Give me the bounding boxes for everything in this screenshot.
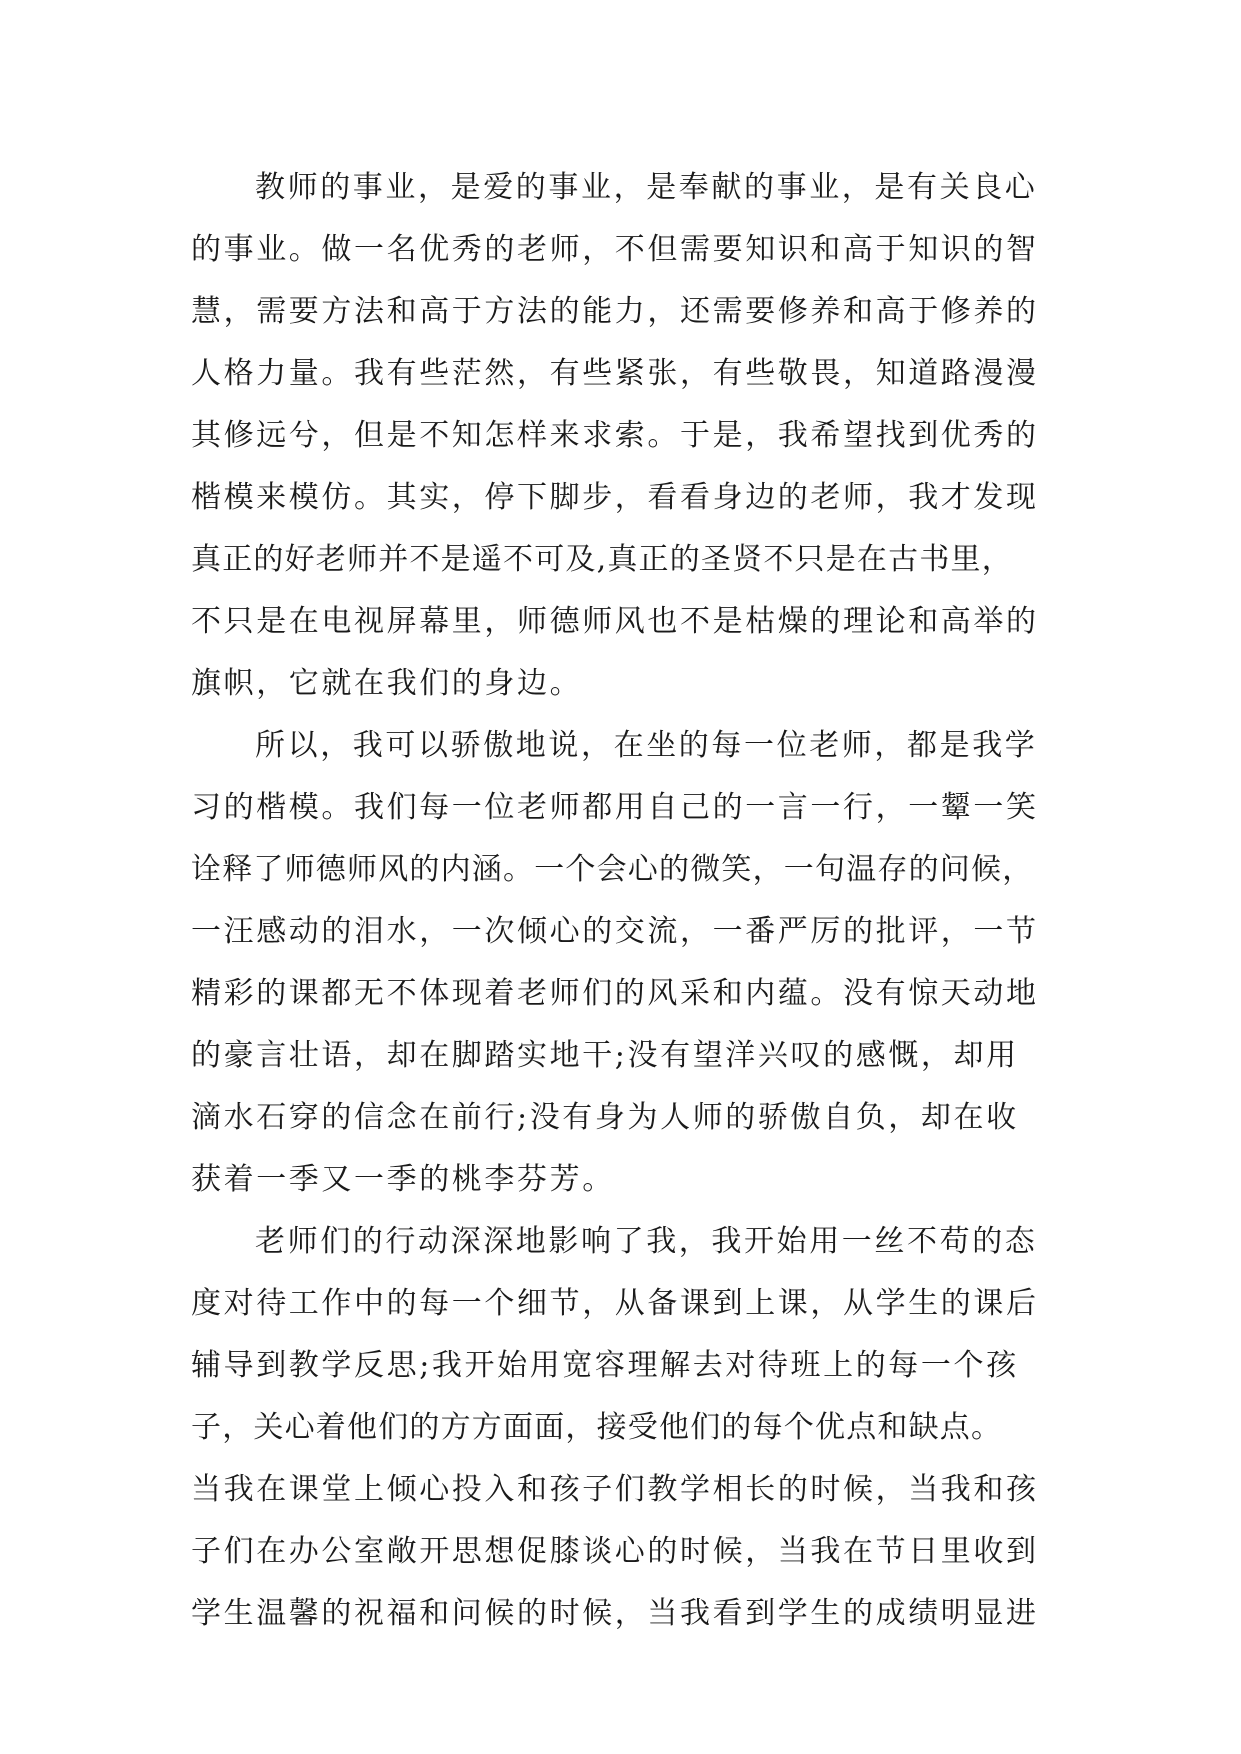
- paragraph-3-line-5: 当我在课堂上倾心投入和孩子们教学相长的时候，当我和孩: [191, 1472, 1039, 1507]
- paragraph-3-line-4: 子，关心着他们的方方面面，接受他们的每个优点和缺点。: [191, 1410, 1003, 1445]
- paragraph-2-line-2: 习的楷模。我们每一位老师都用自己的一言一行，一颦一笑: [191, 790, 1039, 825]
- paragraph-1-line-5: 其修远兮，但是不知怎样来求索。于是，我希望找到优秀的: [191, 418, 1039, 453]
- body-text: [191, 157, 1051, 1645]
- paragraph-1-line-4: 人格力量。我有些茫然，有些紧张，有些敬畏，知道路漫漫: [191, 356, 1039, 391]
- paragraph-1-line-3: 慧，需要方法和高于方法的能力，还需要修养和高于修养的: [191, 294, 1039, 329]
- paragraph-3-line-7: 学生温馨的祝福和问候的时候，当我看到学生的成绩明显进: [191, 1596, 1039, 1631]
- paragraph-2-line-3: 诠释了师德师风的内涵。一个会心的微笑，一句温存的问候，: [191, 852, 1034, 887]
- paragraph-3-line-6: 子们在办公室敞开思想促膝谈心的时候，当我在节日里收到: [191, 1534, 1039, 1569]
- paragraph-2-line-5: 精彩的课都无不体现着老师们的风采和内蕴。没有惊天动地: [191, 976, 1039, 1011]
- paragraph-2-line-6: 的豪言壮语，却在脚踏实地干;没有望洋兴叹的感慨，却用: [191, 1038, 1019, 1073]
- paragraph-2-line-7: 滴水石穿的信念在前行;没有身为人师的骄傲自负，却在收: [191, 1100, 1019, 1135]
- paragraph-2-line-1: 所以，我可以骄傲地说，在坐的每一位老师，都是我学: [255, 728, 1038, 763]
- paragraph-1-line-6: 楷模来模仿。其实，停下脚步，看看身边的老师，我才发现: [191, 480, 1039, 515]
- paragraph-1-line-9: 旗帜，它就在我们的身边。: [191, 666, 583, 701]
- paragraph-1-line-1: 教师的事业，是爱的事业，是奉献的事业，是有关良心: [255, 170, 1038, 205]
- paragraph-3-line-3: 辅导到教学反思;我开始用宽容理解去对待班上的每一个孩: [191, 1348, 1019, 1383]
- paragraph-2-line-8: 获着一季又一季的桃李芬芳。: [191, 1162, 615, 1197]
- paragraph-3-line-2: 度对待工作中的每一个细节，从备课到上课，从学生的课后: [191, 1286, 1039, 1321]
- paragraph-1-line-7: 真正的好老师并不是遥不可及,真正的圣贤不只是在古书里，: [191, 542, 1013, 577]
- paragraph-1-line-2: 的事业。做一名优秀的老师，不但需要知识和高于知识的智: [191, 232, 1039, 267]
- paragraph-3-line-1: 老师们的行动深深地影响了我，我开始用一丝不苟的态: [255, 1224, 1038, 1259]
- paragraph-2-line-4: 一汪感动的泪水，一次倾心的交流，一番严厉的批评，一节: [191, 914, 1039, 949]
- paragraph-1-line-8: 不只是在电视屏幕里，师德师风也不是枯燥的理论和高举的: [191, 604, 1039, 639]
